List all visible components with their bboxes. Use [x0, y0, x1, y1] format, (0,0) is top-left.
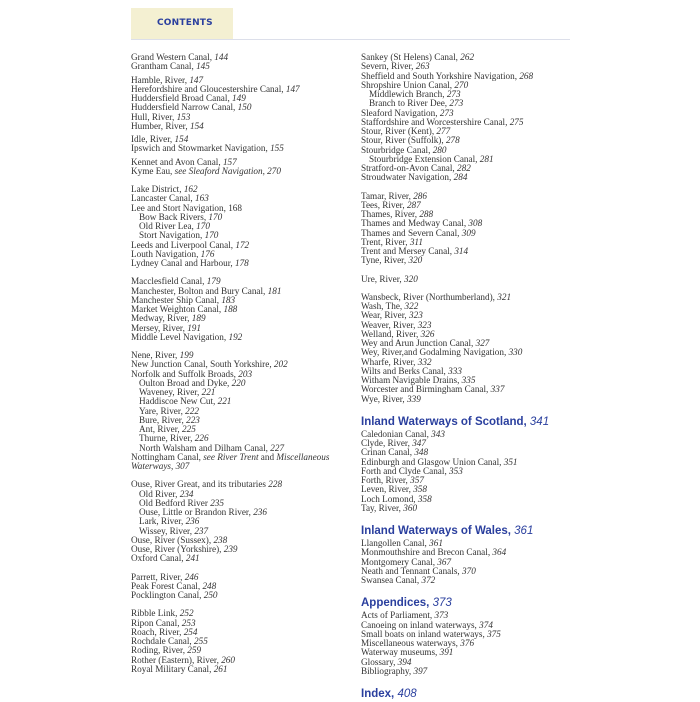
entry-page: 179 — [206, 276, 221, 287]
entry-page: 397 — [413, 665, 428, 676]
entry-title: Wear, River, — [361, 310, 410, 321]
entry-page: 260 — [221, 654, 235, 665]
entry-page: 281 — [479, 153, 494, 164]
contents-entry — [131, 122, 356, 131]
entry-page: 203 — [238, 368, 253, 379]
entry-page: 287 — [406, 199, 421, 210]
entry-title: Shropshire Union Canal, — [361, 79, 455, 90]
contents-group — [361, 597, 586, 676]
entry-title: Stourbridge Canal, — [361, 144, 433, 155]
entry-page: 254 — [183, 626, 198, 637]
entry-title: Llangollen Canal, — [361, 538, 430, 548]
entry-title: Worcester and Birmingham Canal, — [361, 384, 491, 395]
entry-title: Clyde, River, — [361, 438, 413, 448]
entry-title: Middle Level Navigation, — [131, 331, 229, 342]
entry-page: 255 — [194, 636, 208, 646]
entry-title: Lee and Stort Navigation, 168 — [131, 202, 242, 213]
entry-page: 327 — [475, 338, 490, 348]
entry-page: 309 — [461, 227, 476, 238]
entry-title: Wilts and Berks Canal, — [361, 365, 449, 376]
entry-title: Ipswich and Stowmarket Navigation, — [131, 143, 271, 154]
contents-group — [131, 480, 356, 563]
contents-group — [131, 573, 356, 601]
entry-title: Kyme Eau, — [131, 165, 175, 176]
contents-column-right — [361, 53, 586, 702]
entry-page: 170 — [208, 211, 223, 222]
entry-page: 335 — [461, 375, 476, 385]
entry-page: 253 — [181, 617, 196, 628]
entry-page: 337 — [490, 384, 505, 395]
entry-title: Stratford-on-Avon Canal, — [361, 163, 458, 173]
entry-page: 322 — [404, 301, 419, 311]
entry-title: Medway, River, — [131, 313, 192, 324]
entry-title: Thames and Medway Canal, — [361, 218, 469, 229]
contents-group — [131, 76, 356, 132]
entry-title: Wansbeck, River (Northumberland), — [361, 291, 498, 302]
entry-title: Rother (Eastern), River, — [131, 654, 222, 665]
section-heading-page: 408 — [397, 688, 417, 700]
contents-entry — [131, 665, 356, 674]
contents-entry — [361, 576, 586, 585]
entry-page: 145 — [196, 61, 210, 72]
entry-page: 286 — [413, 190, 427, 201]
entry-page: 183 — [221, 294, 236, 305]
entry-page: 273 — [449, 98, 464, 109]
entry-title: Parrett, River, — [131, 571, 185, 582]
entry-title: Humber, River, — [131, 120, 190, 131]
entry-page: 154 — [174, 134, 189, 144]
entry-title: Idle, River, — [131, 134, 175, 144]
entry-page: 353 — [449, 465, 463, 476]
entry-title: and — [258, 451, 277, 462]
entry-title: Staffordshire and Worcestershire Canal, — [361, 116, 510, 127]
contents-group — [131, 53, 356, 72]
entry-title: Thames and Severn Canal, — [361, 227, 462, 238]
entry-page: 330 — [508, 347, 523, 358]
entry-page: 239 — [223, 544, 238, 554]
entry-page: 237 — [194, 525, 209, 536]
entry-page: 222 — [185, 405, 199, 416]
contents-tab — [131, 8, 233, 39]
entry-title: Wye, River, — [361, 393, 408, 404]
entry-title: Mersey, River, — [131, 322, 188, 333]
entry-title: Ure, River, — [361, 273, 405, 284]
entry-title: Wash, The, — [361, 301, 405, 311]
contents-group — [131, 158, 356, 177]
entry-page: 277 — [436, 126, 451, 136]
entry-page: 252 — [179, 608, 194, 619]
entry-page: 326 — [420, 328, 435, 339]
entry-title: Waterway museums, — [361, 647, 440, 658]
entry-title: Nene, River, — [131, 350, 180, 360]
entry-title: Hamble, River, — [131, 74, 190, 85]
entry-page: 202 — [273, 359, 288, 370]
entry-title: Grand Western Canal, — [131, 52, 215, 62]
section-heading-title: Inland Waterways of Wales, — [361, 525, 515, 537]
entry-page: 220 — [231, 377, 246, 388]
entry-page: see River Trent — [203, 451, 259, 462]
contents-group — [361, 192, 586, 266]
entry-page: 263 — [415, 61, 430, 72]
entry-page: Miscellaneous Waterways — [131, 451, 330, 471]
entry-page: 153 — [176, 111, 191, 122]
entry-title: Rochdale Canal, — [131, 636, 195, 646]
entry-page: 391 — [439, 647, 454, 658]
entry-page: 228 — [268, 479, 283, 490]
entry-page: 323 — [409, 310, 423, 321]
section-heading-title: Index, — [361, 688, 398, 700]
entry-page: 314 — [454, 246, 469, 256]
entry-page: 275 — [509, 116, 524, 127]
entry-title: Norfolk and Suffolk Broads, — [131, 368, 239, 379]
entry-page: 188 — [223, 304, 238, 314]
contents-group — [131, 277, 356, 342]
contents-group — [131, 351, 356, 471]
entry-title: Roach, River, — [131, 626, 184, 637]
entry-title: Tyne, River, — [361, 255, 409, 266]
entry-title: Lancaster Canal, — [131, 193, 196, 204]
section-heading — [361, 525, 586, 538]
entry-page: 223 — [186, 414, 200, 425]
entry-title: Herefordshire and Gloucestershire Canal, — [131, 83, 286, 94]
entry-page: , 307 — [170, 461, 190, 471]
entry-page: 181 — [267, 285, 282, 296]
entry-title: Stour, River (Suffolk), — [361, 135, 446, 146]
entry-title: Sankey (St Helens) Canal, — [361, 52, 461, 62]
entry-title: Swansea Canal, — [361, 575, 422, 585]
entry-title: Leven, River, — [361, 484, 414, 495]
entry-page: 176 — [200, 248, 215, 259]
entry-page: 372 — [421, 575, 436, 585]
entry-page: 157 — [222, 156, 237, 167]
entry-title: Oxford Canal, — [131, 553, 186, 564]
contents-entry — [131, 554, 356, 563]
section-heading-title: Inland Waterways of Scotland, — [361, 415, 530, 428]
entry-page: 225 — [182, 424, 196, 434]
entry-title: Hull, River, — [131, 111, 177, 122]
entry-page: 241 — [185, 553, 200, 564]
entry-title: Branch to River Dee, — [369, 98, 450, 109]
section-heading-page: 361 — [514, 525, 534, 537]
contents-group — [131, 185, 356, 268]
entry-title: Trent and Mersey Canal, — [361, 246, 455, 256]
entry-title: Forth, River, — [361, 475, 411, 485]
entry-title: Waveney, River, — [139, 387, 202, 397]
entry-title: Welland, River, — [361, 328, 421, 339]
entry-page: 162 — [183, 184, 198, 194]
entry-page: 394 — [397, 656, 412, 667]
entry-page: 191 — [187, 322, 201, 333]
entry-page: 259 — [187, 645, 202, 656]
section-heading — [361, 597, 586, 610]
entry-page: 375 — [487, 628, 501, 639]
entry-title: Stroudwater Navigation, — [361, 172, 454, 183]
entry-title: Wissey, River, — [139, 525, 195, 536]
entry-page: 246 — [184, 571, 199, 582]
entry-page: 147 — [285, 83, 300, 94]
section-heading-page: 341 — [529, 415, 550, 428]
entry-page: 284 — [453, 172, 468, 183]
contents-entry — [131, 144, 356, 153]
entry-title: Acts of Parliament, — [361, 610, 435, 621]
contents-entry — [131, 259, 356, 268]
entry-title: Old River, — [139, 488, 180, 499]
entry-title: Ripon Canal, — [131, 617, 182, 628]
entry-title: Nottingham Canal, — [131, 451, 204, 462]
entry-page: 308 — [468, 218, 483, 229]
entry-page: 348 — [414, 447, 429, 458]
entry-page: 278 — [445, 135, 460, 146]
entry-title: Middlewich Branch, — [369, 89, 447, 99]
entry-title: Thurne, River, — [139, 433, 195, 444]
entry-title: Thames, River, — [361, 209, 420, 219]
entry-page: 170 — [196, 221, 210, 231]
entry-title: Royal Military Canal, — [131, 663, 214, 674]
entry-page: 357 — [410, 475, 424, 485]
entry-page: 236 — [253, 507, 267, 517]
entry-title: Lake District, — [131, 184, 184, 194]
entry-page: 321 — [497, 291, 512, 302]
entry-title: Manchester Ship Canal, — [131, 294, 222, 305]
section-heading-page: 373 — [432, 597, 452, 610]
entry-page: 373 — [434, 610, 449, 621]
contents-entry — [361, 256, 586, 265]
entry-page: 221 — [201, 387, 216, 397]
entry-title: Tamar, River, — [361, 190, 414, 201]
contents-group — [361, 416, 586, 513]
entry-page: 172 — [235, 239, 250, 250]
entry-page: 221 — [217, 396, 232, 407]
entry-title: Lark, River, — [139, 516, 186, 527]
entry-title: Wey and Arun Junction Canal, — [361, 338, 476, 348]
entry-page: 374 — [479, 619, 493, 630]
entry-page: 149 — [232, 93, 246, 103]
contents-group — [361, 275, 586, 284]
contents-entry — [131, 62, 356, 71]
entry-title: Stourbridge Extension Canal, — [369, 153, 480, 164]
entry-title: Neath and Tennant Canals, — [361, 565, 462, 576]
entry-page: 333 — [448, 365, 462, 376]
contents-group — [361, 53, 586, 183]
entry-title: Forth and Clyde Canal, — [361, 465, 450, 476]
entry-title: Kennet and Avon Canal, — [131, 156, 223, 167]
entry-title: Witham Navigable Drains, — [361, 375, 462, 385]
entry-title: Oulton Broad and Dyke, — [139, 377, 232, 388]
entry-title: Sleaford Navigation, — [361, 107, 440, 118]
entry-page: 361 — [429, 538, 443, 548]
entry-page: 268 — [519, 70, 534, 81]
entry-title: Tees, River, — [361, 199, 407, 210]
entry-page: 270 — [454, 79, 469, 90]
entry-title: Leeds and Liverpool Canal, — [131, 239, 236, 250]
entry-title: Severn, River, — [361, 61, 416, 72]
entry-page: 376 — [460, 638, 475, 648]
entry-page: 248 — [202, 580, 217, 591]
entry-page: 236 — [185, 516, 200, 527]
entry-title: Trent, River, — [361, 236, 410, 247]
entry-title: Ant, River, — [139, 424, 183, 434]
contents-group — [361, 688, 586, 701]
entry-title: Stour, River (Kent), — [361, 126, 437, 136]
entry-title: Stort Navigation, — [139, 230, 205, 241]
entry-page: 150 — [237, 102, 252, 113]
section-heading — [361, 416, 586, 429]
entry-page: 199 — [179, 350, 194, 360]
contents-group — [361, 525, 586, 585]
entry-title: Canoeing on inland waterways, — [361, 619, 480, 630]
entry-title: Louth Navigation, — [131, 248, 201, 259]
entry-page: 332 — [417, 356, 432, 367]
entry-page: 273 — [446, 89, 461, 99]
entry-title: Ouse, River Great, and its tributaries — [131, 479, 269, 490]
entry-title: Market Weighton Canal, — [131, 304, 224, 314]
entry-title: Ouse, River (Yorkshire), — [131, 544, 224, 554]
page-title: CONTENTS — [157, 18, 213, 28]
entry-title: Edinburgh and Glasgow Union Canal, — [361, 456, 504, 467]
contents-entry — [361, 667, 586, 676]
entry-page: see Sleaford Navigation, 270 — [174, 165, 281, 176]
entry-title: Ribble Link, — [131, 608, 180, 619]
entry-page: 154 — [189, 120, 204, 131]
contents-group — [131, 135, 356, 154]
entry-page: 144 — [214, 52, 229, 62]
entry-page: 311 — [409, 236, 423, 247]
entry-page: 367 — [437, 556, 452, 567]
entry-title: Wharfe, River, — [361, 356, 418, 367]
entry-title: Monmouthshire and Brecon Canal, — [361, 547, 493, 558]
entry-page: 273 — [439, 107, 454, 118]
entry-title: Small boats on inland waterways, — [361, 628, 488, 639]
entry-page: 155 — [270, 143, 284, 154]
entry-page: 360 — [403, 502, 418, 513]
entry-title: Yare, River, — [139, 405, 186, 416]
entry-title: Montgomery Canal, — [361, 556, 438, 567]
contents-entry — [131, 333, 356, 342]
entry-page: 192 — [228, 331, 243, 342]
entry-page: 351 — [503, 456, 518, 467]
contents-entry — [131, 167, 356, 176]
entry-page: 178 — [234, 258, 249, 268]
entry-page: 370 — [462, 565, 476, 576]
contents-group — [131, 609, 356, 674]
entry-title: Glossary, — [361, 656, 398, 667]
entry-page: 227 — [270, 442, 285, 453]
entry-title: Old River Lea, — [139, 221, 197, 231]
entry-title: Huddersfield Broad Canal, — [131, 93, 233, 103]
entry-title: New Junction Canal, South Yorkshire, — [131, 359, 274, 370]
contents-entry — [361, 395, 586, 404]
entry-title: Bure, River, — [139, 414, 187, 425]
entry-page: 358 — [417, 493, 432, 504]
entry-title: Huddersfield Narrow Canal, — [131, 102, 238, 113]
entry-page: 282 — [457, 163, 471, 173]
entry-page: 280 — [432, 144, 447, 155]
entry-title: Loch Lomond, — [361, 493, 418, 504]
contents-entry — [131, 591, 356, 600]
entry-title: Old Bedford River — [139, 497, 211, 508]
entry-page: 347 — [412, 438, 426, 448]
entry-page: 320 — [404, 273, 418, 284]
entry-page: 189 — [191, 313, 206, 324]
entry-page: 343 — [431, 428, 445, 439]
entry-title: Bibliography, — [361, 665, 414, 676]
entry-title: Macclesfield Canal, — [131, 276, 207, 287]
entry-title: Crinan Canal, — [361, 447, 415, 458]
entry-page: 235 — [210, 497, 224, 508]
entry-page: 320 — [408, 255, 423, 266]
entry-title: Roding, River, — [131, 645, 188, 656]
entry-title: Tay, River, — [361, 502, 404, 513]
entry-page: 226 — [194, 433, 209, 444]
entry-page: 261 — [213, 663, 228, 674]
contents-entry — [361, 275, 586, 284]
contents-group — [361, 293, 586, 404]
entry-title: Lydney Canal and Harbour, — [131, 258, 235, 268]
entry-title: Pocklington Canal, — [131, 590, 204, 600]
entry-title: Wey, River,and Godalming Navigation, — [361, 347, 509, 358]
entry-page: 163 — [195, 193, 209, 204]
contents-entry — [131, 453, 356, 472]
entry-title: Miscellaneous waterways, — [361, 638, 461, 648]
section-heading — [361, 688, 586, 701]
entry-page: 147 — [189, 74, 204, 85]
entry-title: Bow Back Rivers, — [139, 211, 209, 222]
entry-title: Peak Forest Canal, — [131, 580, 203, 591]
entry-title: Grantham Canal, — [131, 61, 197, 72]
header-divider — [131, 39, 570, 40]
entry-title: Sheffield and South Yorkshire Navigation, — [361, 70, 520, 81]
entry-title: Ouse, River (Sussex), — [131, 534, 214, 545]
entry-page: 323 — [417, 319, 432, 330]
entry-title: Weaver, River, — [361, 319, 418, 330]
entry-title: Caledonian Canal, — [361, 428, 432, 439]
entry-title: Haddiscoe New Cut, — [139, 396, 218, 407]
contents-column-left — [131, 53, 356, 674]
entry-page: 238 — [213, 534, 228, 545]
entry-title: Manchester, Bolton and Bury Canal, — [131, 285, 268, 296]
entry-page: 250 — [203, 590, 218, 600]
entry-title: North Walsham and Dilham Canal, — [139, 442, 271, 453]
entry-page: 234 — [179, 488, 194, 499]
contents-entry — [361, 173, 586, 182]
entry-page: 364 — [492, 547, 507, 558]
entry-page: 288 — [419, 209, 434, 219]
entry-page: 262 — [460, 52, 475, 62]
section-heading-title: Appendices, — [361, 597, 433, 610]
entry-page: 170 — [204, 230, 219, 241]
entry-page: 339 — [407, 393, 421, 404]
entry-title: Ouse, Little or Brandon River, — [139, 507, 254, 517]
contents-entry — [361, 504, 586, 513]
entry-page: 358 — [413, 484, 427, 495]
